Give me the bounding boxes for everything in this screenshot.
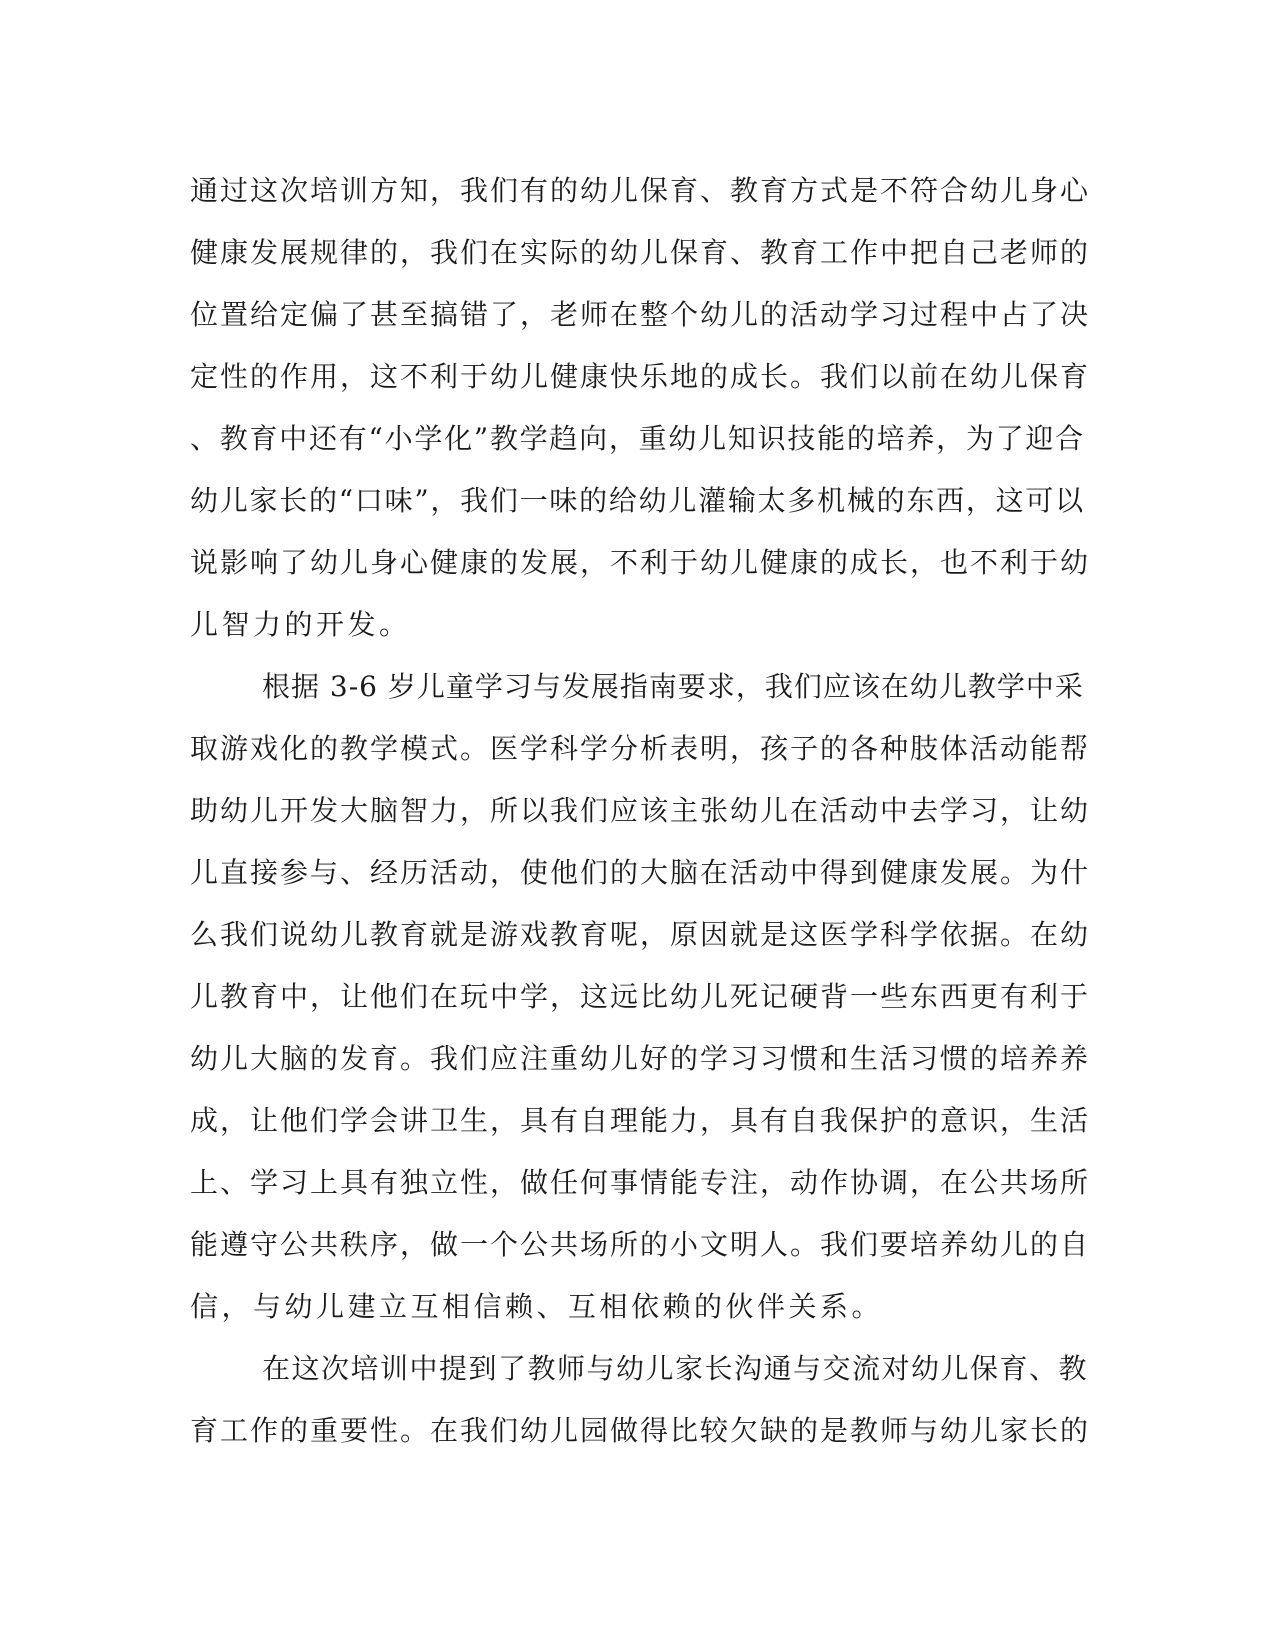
text-line: 儿智力的开发。 [190, 608, 411, 641]
text-line: 么我们说幼儿教育就是游戏教育呢，原因就是这医学科学依据。在幼 [190, 918, 1091, 951]
text-line: 儿教育中，让他们在玩中学，这远比幼儿死记硬背一些东西更有利于 [190, 980, 1091, 1013]
body-text [190, 160, 1090, 1462]
text-line: 通过这次培训方知，我们有的幼儿保育、教育方式是不符合幼儿身心 [190, 174, 1091, 207]
text-line: 助幼儿开发大脑智力，所以我们应该主张幼儿在活动中去学习，让幼 [190, 794, 1091, 827]
text-line: 能遵守公共秩序，做一个公共场所的小文明人。我们要培养幼儿的自 [190, 1228, 1091, 1261]
text-line: 位置给定偏了甚至搞错了，老师在整个幼儿的活动学习过程中占了决 [190, 298, 1091, 331]
text-line: 成，让他们学会讲卫生，具有自理能力，具有自我保护的意识，生活 [190, 1104, 1091, 1137]
text-line: 儿直接参与、经历活动，使他们的大脑在活动中得到健康发展。为什 [190, 856, 1091, 889]
text-line: 育工作的重要性。在我们幼儿园做得比较欠缺的是教师与幼儿家长的 [190, 1414, 1091, 1447]
text-line: 说影响了幼儿身心健康的发展，不利于幼儿健康的成长，也不利于幼 [190, 546, 1091, 579]
text-line: 健康发展规律的，我们在实际的幼儿保育、教育工作中把自己老师的 [190, 236, 1091, 269]
text-line: 取游戏化的教学模式。医学科学分析表明，孩子的各种肢体活动能帮 [190, 732, 1091, 765]
text-line: 定性的作用，这不利于幼儿健康快乐地的成长。我们以前在幼儿保育 [190, 360, 1091, 393]
text-line: 、教育中还有“小学化”教学趋向，重幼儿知识技能的培养，为了迎合 [190, 422, 1085, 455]
text-line: 幼儿家长的“口味”，我们一味的给幼儿灌输太多机械的东西，这可以 [190, 484, 1085, 517]
paragraph-start-line: 根据 3-6 岁儿童学习与发展指南要求，我们应该在幼儿教学中采 [262, 670, 1084, 703]
text-line: 幼儿大脑的发育。我们应注重幼儿好的学习习惯和生活习惯的培养养 [190, 1042, 1091, 1075]
text-line: 信，与幼儿建立互相信赖、互相依赖的伙伴关系。 [190, 1290, 884, 1323]
text-line: 上、学习上具有独立性，做任何事情能专注，动作协调，在公共场所 [190, 1166, 1091, 1199]
paragraph-start-line: 在这次培训中提到了教师与幼儿家长沟通与交流对幼儿保育、教 [262, 1352, 1089, 1385]
